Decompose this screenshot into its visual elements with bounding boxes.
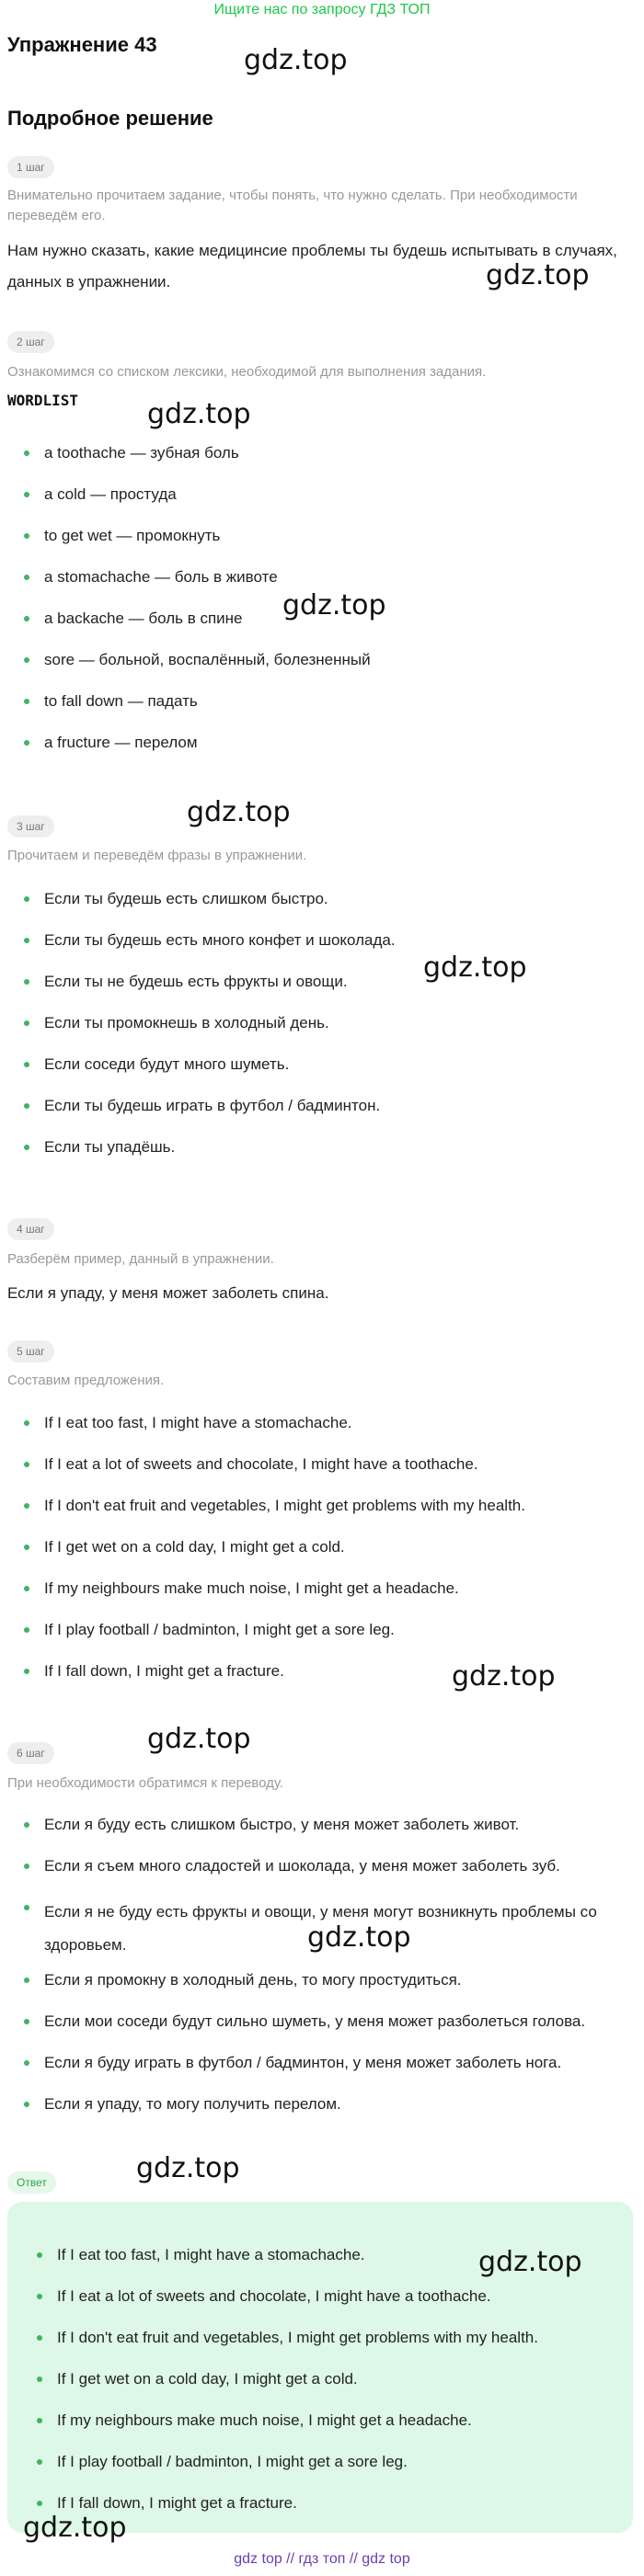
watermark: gdz.top [23,2512,127,2544]
step-badge: 4 шаг [7,1218,54,1240]
step-badge: 1 шаг [7,156,54,178]
list-item: sore — больной, воспалённый, болезненный [7,648,371,690]
list-item: Если ты промокнешь в холодный день. [7,1011,396,1053]
list-item: If I eat a lot of sweets and chocolate, I might have a toothache. [20,2285,538,2326]
watermark: gdz.top [423,952,527,984]
list-item: If my neighbours make much noise, I might get a headache. [20,2409,538,2450]
step-badge: 3 шаг [7,815,54,838]
list-item: If I get wet on a cold day, I might get a cold. [20,2367,538,2409]
list-item: If I fall down, I might get a fracture. [7,1659,525,1701]
step-instruction: При необходимости обратимся к переводу. [7,1775,284,1791]
footer-links[interactable]: gdz top // гдз топ // gdz top [234,2551,410,2567]
list-item: Если я съем много сладостей и шоколада, у меня может заболеть зуб. [7,1854,633,1896]
list-item: If I eat too fast, I might have a stomachache. [7,1411,525,1453]
watermark: gdz.top [307,1921,411,1954]
watermark: gdz.top [147,1723,251,1755]
watermark: gdz.top [244,44,348,76]
watermark: gdz.top [147,398,251,430]
list-item: Если я промокну в холодный день, то могу простудиться. [7,1968,633,2010]
list-item: Если я буду есть слишком быстро, у меня может заболеть живот. [7,1813,633,1854]
list-item: a toothache — зубная боль [7,441,371,483]
list-item: Если я упаду, то могу получить перелом. [7,2092,633,2134]
list-item: to fall down — падать [7,690,371,731]
watermark: gdz.top [282,589,386,621]
list-item: Если ты будешь есть слишком быстро. [7,887,396,929]
phrase-list [7,887,396,1177]
step-text: Если я упаду, у меня может заболеть спина. [7,1284,329,1302]
step-instruction: Прочитаем и переведём фразы в упражнении. [7,848,307,863]
step-badge: 2 шаг [7,331,54,353]
list-item: a stomachache — боль в животе [7,565,371,607]
list-item: If I eat too fast, I might have a stomachache. [20,2243,538,2285]
list-item: a fructure — перелом [7,731,371,772]
list-item: Если ты упадёшь. [7,1135,396,1177]
list-item: Если я буду играть в футбол / бадминтон, у меня может заболеть нога. [7,2051,633,2092]
list-item: to get wet — промокнуть [7,524,371,565]
step-badge: 5 шаг [7,1340,54,1362]
step-instruction: Ознакомимся со списком лексики, необходимой для выполнения задания. [7,364,487,380]
watermark: gdz.top [478,2246,582,2278]
answer-badge: Ответ [7,2171,56,2194]
step-text: Нам нужно сказать, какие медицинсие проблемы ты будешь испытывать в случаях, данных в упражнении. [7,242,617,291]
list-item: If I play football / badminton, I might get a sore leg. [20,2450,538,2491]
list-item: Если ты не будешь есть фрукты и овощи. [7,970,396,1011]
list-item: Если мои соседи будут сильно шуметь, у меня может разболеться голова. [7,2010,633,2051]
watermark: gdz.top [187,796,291,828]
list-item: If I get wet on a cold day, I might get a cold. [7,1535,525,1577]
list-item: If I eat a lot of sweets and chocolate, I might have a toothache. [7,1453,525,1494]
solution-heading: Подробное решение [7,107,213,130]
step-instruction: Разберём пример, данный в упражнении. [7,1251,274,1267]
watermark: gdz.top [136,2152,240,2184]
watermark: gdz.top [486,259,590,291]
sentence-list [7,1411,525,1701]
list-item: Если соседи будут много шуметь. [7,1053,396,1094]
list-item: If I fall down, I might get a fracture. [20,2491,538,2533]
page-title: Упражнение 43 [7,33,157,56]
list-item: Если я не буду есть фрукты и овощи, у меня могут возникнуть проблемы со здоровьем. [7,1896,633,1968]
list-item: If my neighbours make much noise, I might get a headache. [7,1577,525,1618]
list-item: Если ты будешь играть в футбол / бадминтон. [7,1094,396,1135]
list-item: a cold — простуда [7,483,371,524]
answer-list [20,2243,538,2533]
step-instruction: Составим предложения. [7,1373,165,1388]
wordlist-title: WORDLIST [7,392,79,409]
list-item: a backache — боль в спине [7,607,371,648]
list-item: If I don't eat fruit and vegetables, I might get problems with my health. [20,2326,538,2367]
step-instruction: Внимательно прочитаем задание, чтобы понять, что нужно сделать. При необходимости переведём его. [7,188,578,223]
list-item: If I play football / badminton, I might get a sore leg. [7,1618,525,1659]
list-item: Если ты будешь есть много конфет и шоколада. [7,929,396,970]
translation-list [7,1813,633,2134]
list-item: If I don't eat fruit and vegetables, I might get problems with my health. [7,1494,525,1535]
search-banner[interactable]: Ищите нас по запросу ГДЗ ТОП [213,2,431,17]
step-badge: 6 шаг [7,1742,54,1764]
watermark: gdz.top [452,1660,556,1693]
